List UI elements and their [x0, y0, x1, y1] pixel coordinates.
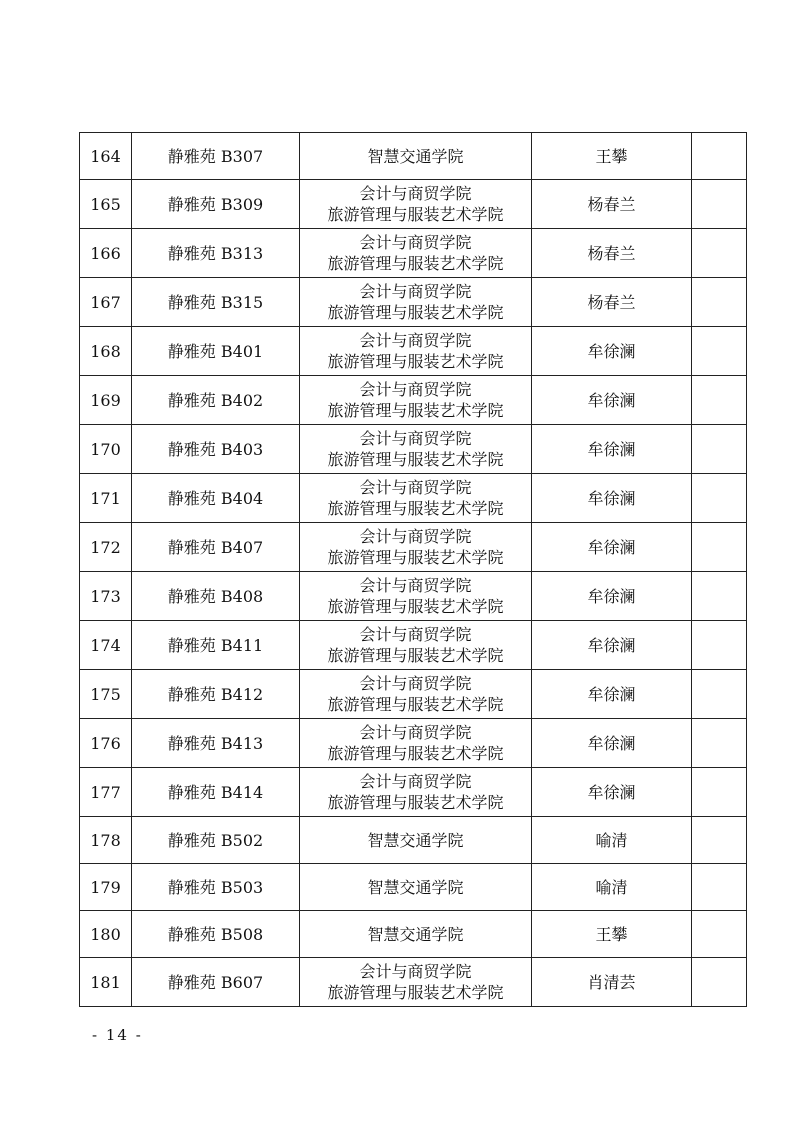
cell-counselor: 牟徐澜: [532, 376, 692, 425]
college-name: 会计与商贸学院: [359, 331, 472, 350]
table-row: [80, 523, 747, 572]
table-row: [80, 425, 747, 474]
college-name: 旅游管理与服装艺术学院: [327, 646, 504, 665]
cell-note: [692, 376, 747, 425]
cell-room: 静雅苑 B313: [132, 229, 300, 278]
cell-number: 177: [80, 768, 132, 817]
cell-note: [692, 180, 747, 229]
cell-number: 181: [80, 958, 132, 1007]
college-name: 旅游管理与服装艺术学院: [327, 401, 504, 420]
cell-note: [692, 474, 747, 523]
cell-room: 静雅苑 B401: [132, 327, 300, 376]
cell-note: [692, 523, 747, 572]
cell-room: 静雅苑 B412: [132, 670, 300, 719]
college-name: 旅游管理与服装艺术学院: [327, 793, 504, 812]
cell-counselor: 牟徐澜: [532, 719, 692, 768]
cell-counselor: 牟徐澜: [532, 474, 692, 523]
college-name: 旅游管理与服装艺术学院: [327, 983, 504, 1002]
cell-number: 176: [80, 719, 132, 768]
table-row: [80, 670, 747, 719]
cell-college: [300, 523, 532, 572]
college-name: 旅游管理与服装艺术学院: [327, 303, 504, 322]
cell-college: [300, 621, 532, 670]
college-name: 会计与商贸学院: [359, 233, 472, 252]
cell-college: [300, 474, 532, 523]
cell-note: [692, 327, 747, 376]
cell-room: 静雅苑 B403: [132, 425, 300, 474]
table-row: [80, 768, 747, 817]
college-name: 会计与商贸学院: [359, 429, 472, 448]
cell-college: [300, 572, 532, 621]
cell-room: 静雅苑 B413: [132, 719, 300, 768]
cell-room: 静雅苑 B315: [132, 278, 300, 327]
college-name: 会计与商贸学院: [359, 576, 472, 595]
cell-note: [692, 670, 747, 719]
table-row: [80, 133, 747, 180]
table-row: [80, 958, 747, 1007]
cell-note: [692, 425, 747, 474]
table-row: [80, 180, 747, 229]
cell-college: [300, 768, 532, 817]
cell-note: [692, 572, 747, 621]
cell-room: 静雅苑 B411: [132, 621, 300, 670]
cell-number: 170: [80, 425, 132, 474]
college-name: 旅游管理与服装艺术学院: [327, 548, 504, 567]
college-name: 会计与商贸学院: [359, 723, 472, 742]
college-name: 旅游管理与服装艺术学院: [327, 450, 504, 469]
cell-note: [692, 621, 747, 670]
cell-counselor: 牟徐澜: [532, 425, 692, 474]
cell-college: [300, 911, 532, 958]
table-row: [80, 376, 747, 425]
cell-college: [300, 425, 532, 474]
cell-college: [300, 376, 532, 425]
college-name: 会计与商贸学院: [359, 772, 472, 791]
cell-note: [692, 958, 747, 1007]
table-row: [80, 817, 747, 864]
table-row: [80, 719, 747, 768]
cell-counselor: 杨春兰: [532, 229, 692, 278]
college-name: 会计与商贸学院: [359, 478, 472, 497]
dormitory-assignment-table: [79, 132, 747, 1007]
cell-counselor: 牟徐澜: [532, 621, 692, 670]
cell-note: [692, 817, 747, 864]
cell-number: 172: [80, 523, 132, 572]
cell-note: [692, 133, 747, 180]
cell-number: 179: [80, 864, 132, 911]
cell-room: 静雅苑 B414: [132, 768, 300, 817]
table-row: [80, 864, 747, 911]
cell-room: 静雅苑 B508: [132, 911, 300, 958]
cell-number: 178: [80, 817, 132, 864]
cell-number: 167: [80, 278, 132, 327]
cell-number: 180: [80, 911, 132, 958]
cell-college: [300, 133, 532, 180]
cell-counselor: 王攀: [532, 911, 692, 958]
cell-number: 171: [80, 474, 132, 523]
cell-number: 165: [80, 180, 132, 229]
table-row: [80, 474, 747, 523]
table-row: [80, 278, 747, 327]
cell-note: [692, 911, 747, 958]
cell-counselor: 王攀: [532, 133, 692, 180]
cell-number: 166: [80, 229, 132, 278]
cell-counselor: 牟徐澜: [532, 572, 692, 621]
college-name: 智慧交通学院: [367, 877, 464, 897]
cell-room: 静雅苑 B407: [132, 523, 300, 572]
college-name: 会计与商贸学院: [359, 282, 472, 301]
cell-room: 静雅苑 B502: [132, 817, 300, 864]
cell-counselor: 牟徐澜: [532, 523, 692, 572]
page-number: - 14 -: [92, 1026, 143, 1044]
table-row: [80, 327, 747, 376]
college-name: 旅游管理与服装艺术学院: [327, 254, 504, 273]
college-name: 旅游管理与服装艺术学院: [327, 499, 504, 518]
cell-college: [300, 719, 532, 768]
college-name: 会计与商贸学院: [359, 527, 472, 546]
cell-note: [692, 229, 747, 278]
cell-room: 静雅苑 B307: [132, 133, 300, 180]
college-name: 旅游管理与服装艺术学院: [327, 597, 504, 616]
college-name: 智慧交通学院: [367, 924, 464, 944]
cell-counselor: 肖清芸: [532, 958, 692, 1007]
cell-number: 164: [80, 133, 132, 180]
cell-note: [692, 719, 747, 768]
table-row: [80, 229, 747, 278]
cell-college: [300, 229, 532, 278]
college-name: 会计与商贸学院: [359, 380, 472, 399]
cell-counselor: 喻清: [532, 864, 692, 911]
cell-college: [300, 670, 532, 719]
college-name: 会计与商贸学院: [359, 962, 472, 981]
cell-college: [300, 958, 532, 1007]
college-name: 会计与商贸学院: [359, 625, 472, 644]
cell-room: 静雅苑 B503: [132, 864, 300, 911]
cell-room: 静雅苑 B607: [132, 958, 300, 1007]
cell-note: [692, 278, 747, 327]
cell-note: [692, 864, 747, 911]
cell-counselor: 杨春兰: [532, 278, 692, 327]
college-name: 智慧交通学院: [367, 146, 464, 166]
cell-number: 168: [80, 327, 132, 376]
cell-college: [300, 278, 532, 327]
cell-counselor: 牟徐澜: [532, 768, 692, 817]
cell-counselor: 牟徐澜: [532, 327, 692, 376]
cell-counselor: 牟徐澜: [532, 670, 692, 719]
cell-note: [692, 768, 747, 817]
cell-room: 静雅苑 B404: [132, 474, 300, 523]
cell-college: [300, 864, 532, 911]
cell-room: 静雅苑 B309: [132, 180, 300, 229]
college-name: 旅游管理与服装艺术学院: [327, 744, 504, 763]
cell-counselor: 喻清: [532, 817, 692, 864]
table-body: [80, 133, 747, 1007]
college-name: 智慧交通学院: [367, 830, 464, 850]
cell-room: 静雅苑 B408: [132, 572, 300, 621]
cell-number: 169: [80, 376, 132, 425]
cell-room: 静雅苑 B402: [132, 376, 300, 425]
cell-number: 173: [80, 572, 132, 621]
college-name: 旅游管理与服装艺术学院: [327, 205, 504, 224]
cell-college: [300, 817, 532, 864]
table-row: [80, 911, 747, 958]
college-name: 旅游管理与服装艺术学院: [327, 352, 504, 371]
cell-college: [300, 327, 532, 376]
cell-number: 174: [80, 621, 132, 670]
table-row: [80, 572, 747, 621]
cell-counselor: 杨春兰: [532, 180, 692, 229]
college-name: 会计与商贸学院: [359, 184, 472, 203]
cell-number: 175: [80, 670, 132, 719]
college-name: 旅游管理与服装艺术学院: [327, 695, 504, 714]
college-name: 会计与商贸学院: [359, 674, 472, 693]
table-row: [80, 621, 747, 670]
cell-college: [300, 180, 532, 229]
